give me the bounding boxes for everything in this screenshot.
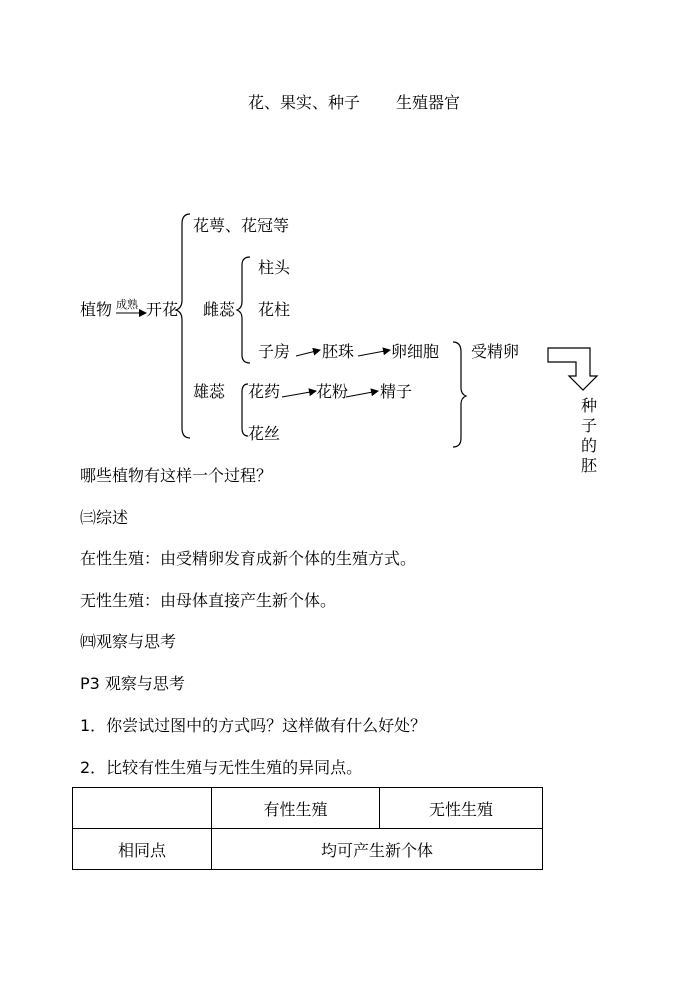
row-value: 均可产生新个体 — [212, 829, 543, 870]
question-1: 1．你尝试过图中的方式吗？这样做有什么好处？ — [80, 716, 427, 735]
bloom-label: 开花 — [146, 300, 179, 319]
question-line: 哪些植物有这样一个过程？ — [80, 466, 273, 485]
ovary-label: 子房 — [258, 342, 291, 361]
anther-pollen-arrow — [282, 391, 316, 397]
sepal-corolla-label: 花萼、花冠等 — [193, 216, 290, 235]
style-label: 花柱 — [258, 300, 291, 319]
pollen-sperm-arrow — [346, 391, 378, 397]
pollen-label: 花粉 — [316, 382, 349, 401]
egg-cell-label: 卵细胞 — [391, 342, 440, 361]
table-row — [73, 829, 543, 870]
table-header-cell — [73, 788, 212, 829]
mature-label: 成熟 — [116, 298, 138, 311]
fertilized-egg-label: 受精卵 — [471, 342, 520, 361]
table-header-cell: 无性生殖 — [380, 788, 543, 829]
p3-heading: P3 观察与思考 — [80, 674, 185, 693]
ovule-egg-arrow — [358, 350, 390, 356]
main-brace — [176, 214, 190, 438]
stigma-label: 柱头 — [258, 258, 291, 277]
pistil-brace — [237, 257, 250, 363]
pistil-label: 雌蕊 — [203, 300, 236, 319]
question-2: 2．比较有性生殖与无性生殖的异同点。 — [80, 758, 363, 777]
row-label: 相同点 — [73, 829, 212, 870]
plant-label: 植物 — [80, 300, 113, 319]
sexual-definition: 在性生殖：由受精卵发育成新个体的生殖方式。 — [80, 549, 417, 568]
asexual-definition: 无性生殖：由母体直接产生新个体。 — [80, 591, 337, 610]
comparison-table — [72, 787, 543, 870]
summary-heading: ㈢综述 — [80, 508, 129, 527]
title-left: 花、果实、种子 — [248, 93, 361, 112]
anther-label: 花药 — [248, 382, 281, 401]
title-right: 生殖器官 — [396, 93, 461, 112]
bent-arrow — [548, 348, 597, 390]
ovule-label: 胚珠 — [322, 342, 355, 361]
right-brace — [453, 342, 466, 447]
ovary-ovule-arrow — [296, 350, 320, 356]
sperm-label: 精子 — [380, 382, 413, 401]
filament-label: 花丝 — [248, 424, 281, 443]
embryo-label: 种子的胚 — [580, 396, 597, 475]
table-header-row — [73, 788, 543, 829]
stamen-label: 雄蕊 — [193, 382, 226, 401]
observe-heading: ㈣观察与思考 — [80, 632, 177, 651]
table-header-cell: 有性生殖 — [212, 788, 380, 829]
